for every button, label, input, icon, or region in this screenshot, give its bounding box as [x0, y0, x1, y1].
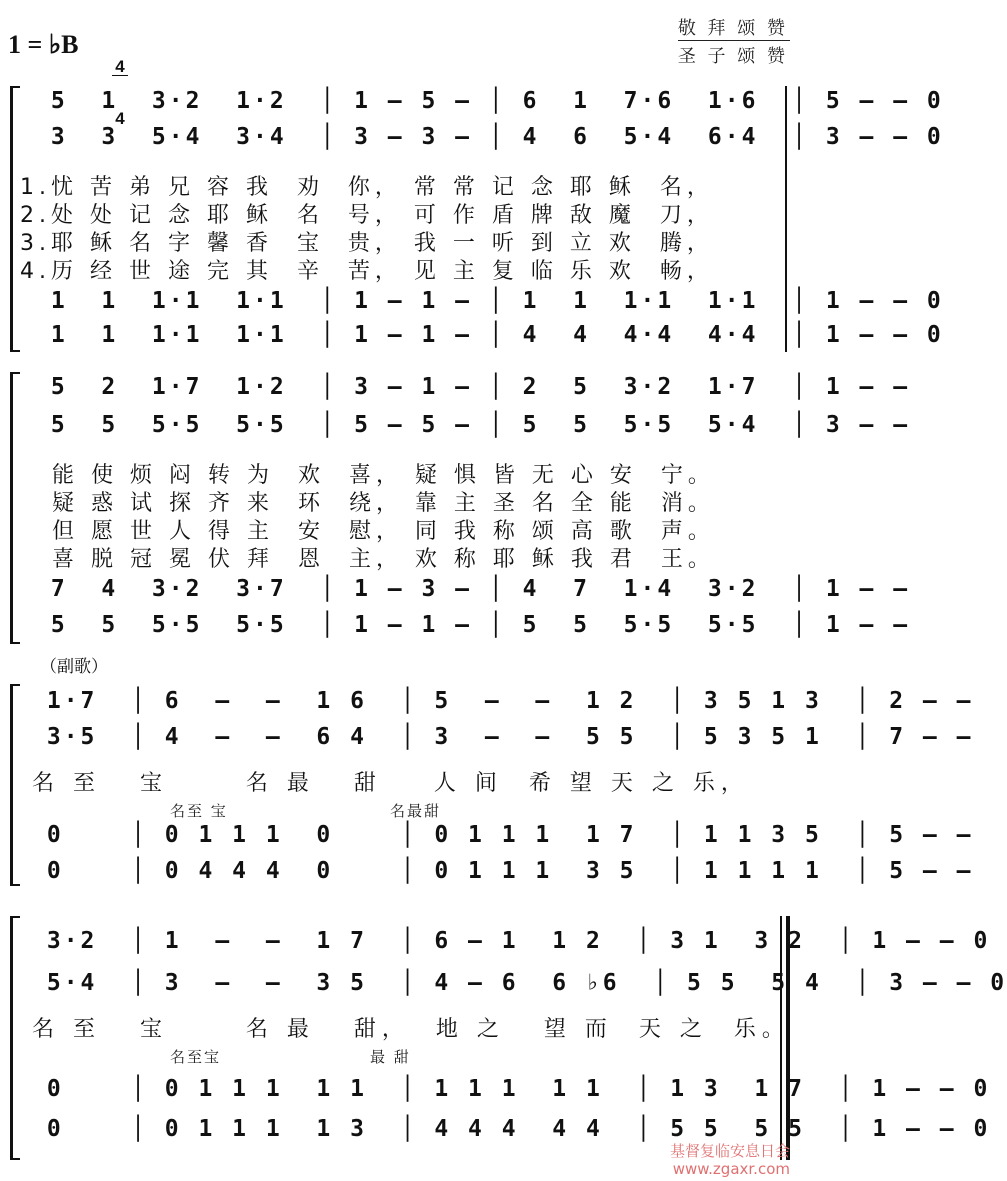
bass-voice-1: 0 │ 0 1 1 1 1 1 │ 1 1 1 1 1 │ 1 3 1 7 │ 1 – – 0 [30, 1076, 991, 1102]
verse-1-lyrics: 1.忧 苦 弟 兄 容 我 劝 你， 常 常 记 念 耶 稣 名， [20, 175, 714, 200]
treble-voice-2: 3·5 │ 4 – – 6 4 │ 3 – – 5 5 │ 5 3 5 1 │ 7 – – [30, 724, 974, 750]
bass-voice-1: 0 │ 0 1 1 1 0 │ 0 1 1 1 1 7 │ 1 1 3 5 │ 5 – – [30, 822, 974, 848]
system-3 [0, 680, 974, 890]
bass-voice-1: 7 4 3·2 3·7 │ 1 – 3 – │ 4 7 1·4 3·2 │ 1 – – [34, 576, 911, 602]
subtitle-divider [678, 40, 790, 41]
bass-voice-1: 1 1 1·1 1·1 │ 1 – 1 – │ 1 1 1·1 1·1 │ 1 – – 0 [34, 288, 944, 314]
treble-voice-1: 5 1 3·2 1·2 │ 1 – 5 – │ 6 1 7·6 1·6 │ 5 – – 0 [34, 88, 944, 114]
chorus-label: （副歌） [40, 657, 108, 677]
system-bracket [10, 86, 13, 352]
bracket-cap-top [10, 372, 20, 374]
treble-voice-2: 5 5 5·5 5·5 │ 5 – 5 – │ 5 5 5·5 5·4 │ 3 – – [34, 412, 911, 438]
inner-label-name-treasure: 名至宝 [170, 1048, 222, 1066]
bracket-cap-bottom [10, 1158, 20, 1160]
verse-3-lyrics: 3.耶 稣 名 字 馨 香 宝 贵， 我 一 听 到 立 欢 腾， [20, 231, 714, 256]
bass-voice-2: 5 5 5·5 5·5 │ 1 – 1 – │ 5 5 5·5 5·5 │ 1 – – [34, 612, 911, 638]
bracket-cap-bottom [10, 642, 20, 644]
system-bracket [10, 684, 13, 886]
inner-label-name-treasure: 名至 宝 [170, 802, 228, 820]
verse-2-lyrics: 疑 惑 试 探 齐 来 环 绕， 靠 主 圣 名 全 能 消。 [52, 491, 715, 516]
time-denominator: 4 [115, 109, 125, 128]
verse-4-lyrics: 4.历 经 世 途 完 其 辛 苦， 见 主 复 临 乐 欢 畅， [20, 259, 714, 284]
bracket-cap-top [10, 86, 20, 88]
system-2 [0, 368, 911, 648]
system-bracket [10, 372, 13, 644]
bracket-cap-top [10, 684, 20, 686]
inner-label-sweetest: 最 甜 [370, 1048, 411, 1066]
treble-voice-2: 5·4 │ 3 – – 3 5 │ 4 – 6 6 ♭6 │ 5 5 5 4 │ 3 – – 0 [30, 970, 1007, 996]
treble-voice-2: 3 3 5·4 3·4 │ 3 – 3 – │ 4 6 5·4 6·4 │ 3 – – 0 [34, 124, 944, 150]
watermark-site-name: 基督复临安息日会 [669, 1142, 790, 1160]
treble-voice-1: 5 2 1·7 1·2 │ 3 – 1 – │ 2 5 3·2 1·7 │ 1 – – [34, 374, 911, 400]
bracket-cap-bottom [10, 350, 20, 352]
treble-voice-1: 1·7 │ 6 – – 1 6 │ 5 – – 1 2 │ 3 5 1 3 │ 2 – – [30, 688, 974, 714]
time-numerator: 4 [112, 58, 128, 76]
system-4 [0, 912, 1007, 1164]
system-bracket [10, 916, 13, 1160]
verse-4-lyrics: 喜 脱 冠 冕 伏 拜 恩 主， 欢 称 耶 稣 我 君 王。 [52, 547, 715, 572]
bracket-cap-bottom [10, 884, 20, 886]
key-signature: 1 = ♭B [8, 30, 79, 59]
bass-voice-2: 0 │ 0 4 4 4 0 │ 0 1 1 1 3 5 │ 1 1 1 1 │ 5 – – [30, 858, 974, 884]
system-1 [0, 80, 944, 358]
subtitle-son: 圣 子 颂 赞 [677, 46, 788, 67]
treble-voice-1: 3·2 │ 1 – – 1 7 │ 6 – 1 1 2 │ 3 1 3 2 │ 1 – – 0 [30, 928, 991, 954]
bass-voice-2: 1 1 1·1 1·1 │ 1 – 1 – │ 4 4 4·4 4·4 │ 1 – – 0 [34, 322, 944, 348]
verse-3-lyrics: 但 愿 世 人 得 主 安 慰， 同 我 称 颂 高 歌 声。 [52, 519, 715, 544]
bass-voice-2: 0 │ 0 1 1 1 1 3 │ 4 4 4 4 4 │ 5 5 5 5 │ 1 – – 0 [30, 1116, 991, 1142]
inner-label-name-sweetest: 名最甜 [390, 802, 442, 820]
watermark-url: www.zgaxr.com [672, 1160, 790, 1178]
subtitle-worship: 敬 拜 颂 赞 [677, 18, 788, 39]
verse-2-lyrics: 2.处 处 记 念 耶 稣 名 号， 可 作 盾 牌 敌 魔 刀， [20, 203, 714, 228]
chorus-lyrics-2: 名 至 宝 名 最 甜， 地 之 望 而 天 之 乐。 [32, 1017, 790, 1042]
bracket-cap-top [10, 916, 20, 918]
verse-1-lyrics: 能 使 烦 闷 转 为 欢 喜， 疑 惧 皆 无 心 安 宁。 [52, 463, 715, 488]
chorus-lyrics-1: 名 至 宝 名 最 甜 人 间 希 望 天 之 乐， [32, 771, 749, 796]
